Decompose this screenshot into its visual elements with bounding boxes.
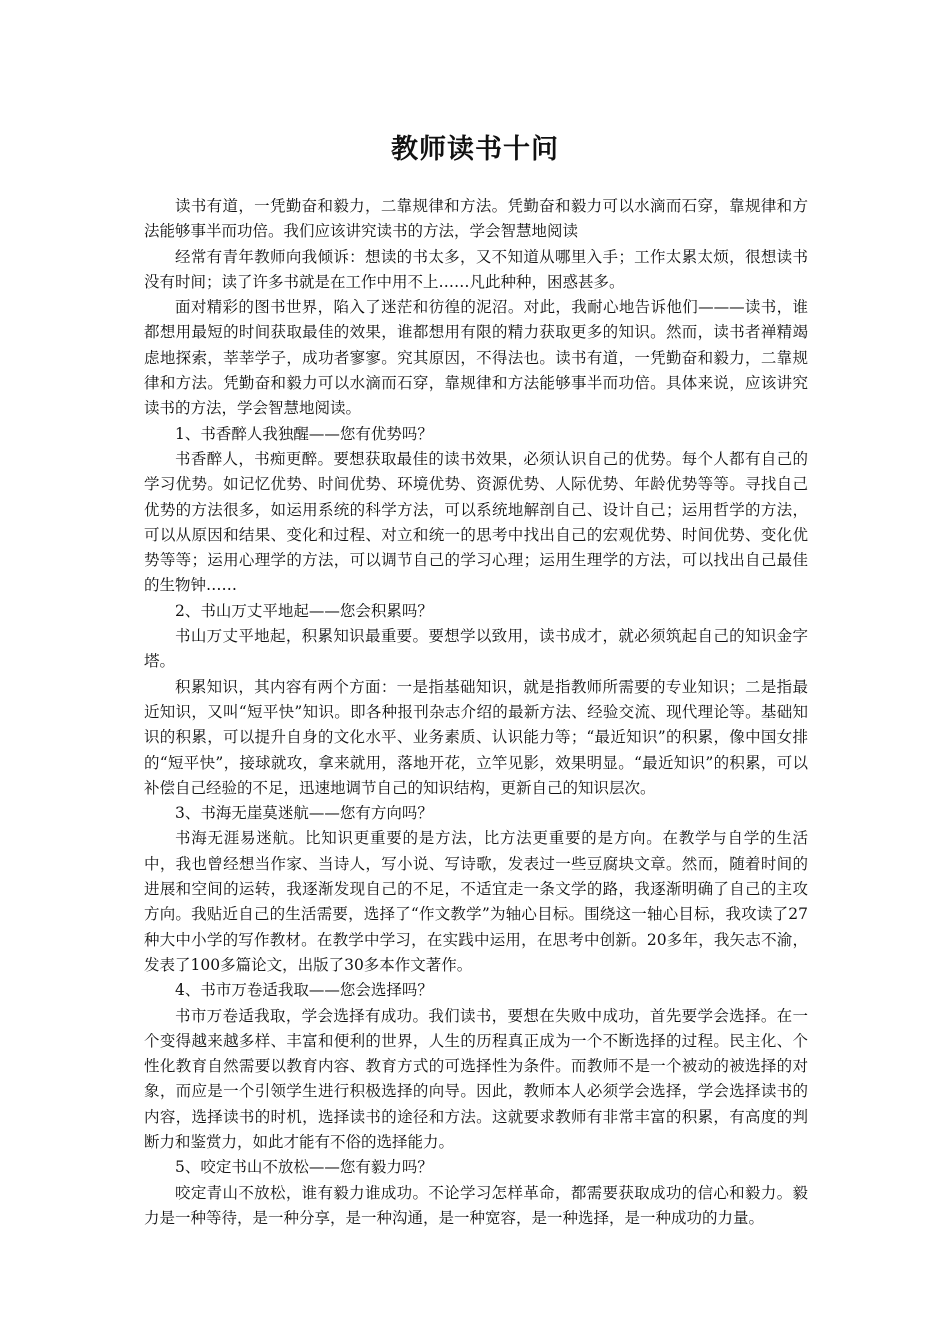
- paragraph-complaints: 经常有青年教师向我倾诉：想读的书太多，又不知道从哪里入手；工作太累太烦，很想读书没有时间；读了许多书就是在工作中用不上……凡此种种，困惑甚多。: [144, 247, 808, 291]
- paragraph-answer: 面对精彩的图书世界，陷入了迷茫和彷徨的泥沼。对此，我耐心地告诉他们———读书，谁都想用最短的时间获取最佳的效果，谁都想用有限的精力获取更多的知识。然而，读书者禅精竭虑地探索，莘莘学子，成功者寥寥。究其原因，不得法也。读书有道，一凭勤奋和毅力，二靠规律和方法。凭勤奋和毅力可以水滴而石穿，靠规律和方法能够事半而功倍。具体来说，应该讲究读书的方法，学会智慧地阅读。: [144, 298, 808, 418]
- document-title: 教师读书十问: [391, 134, 559, 165]
- paragraph-direction: 书海无涯易迷航。比知识更重要的是方法，比方法更重要的是方向。在教学与自学的生活中，我也曾经想当作家、当诗人，写小说、写诗歌，发表过一些豆腐块文章。然而，随着时间的进展和空间的运转，我逐渐发现自己的不足，不适宜走一条文学的路，我逐渐明确了自己的主攻方向。我贴近自己的生活需要，选择了“作文教学”为轴心目标。围绕这一轴心目标，我攻读了27种大中小学的写作教材。在教学中学习，在实践中运用，在思考中创新。20多年，我矢志不渝，发表了100多篇论文，出版了30多本作文著作。: [144, 829, 808, 974]
- document-body: [144, 194, 808, 1231]
- section-heading-3: 3、书海无崖莫迷航——您有方向吗？: [175, 804, 433, 823]
- section-heading-1: 1、书香醉人我独醒——您有优势吗？: [175, 424, 433, 443]
- paragraph-selection: 书市万卷适我取，学会选择有成功。我们读书，要想在失败中成功，首先要学会选择。在一个变得越来越多样、丰富和便利的世界，人生的历程真正成为一个不断选择的过程。民主化、个性化教育自然需要以教育内容、教育方式的可选择性为条件。而教师不是一个被动的被选择的对象，而应是一个引领学生进行积极选择的向导。因此，教师本人必须学会选择，学会选择读书的内容，选择读书的时机，选择读书的途径和方法。这就要求教师有非常丰富的积累，有高度的判断力和鉴赏力，如此才能有不俗的选择能力。: [144, 1006, 808, 1151]
- paragraph-intro: 读书有道，一凭勤奋和毅力，二靠规律和方法。凭勤奋和毅力可以水滴而石穿，靠规律和方法能够事半而功倍。我们应该讲究读书的方法，学会智慧地阅读: [144, 197, 808, 241]
- paragraph-accumulation-detail: 积累知识，其内容有两个方面：一是指基础知识，就是指教师所需要的专业知识；二是指最近知识，又叫“短平快”知识。即各种报刊杂志介绍的最新方法、经验交流、现代理论等。基础知识的积累，可以提升自身的文化水平、业务素质、认识能力等；“最近知识”的积累，像中国女排的“短平快”，接球就攻，拿来就用，落地开花，立竿见影，效果明显。“最近知识”的积累，可以补偿自己经验的不足，迅速地调节自己的知识结构，更新自己的知识层次。: [144, 677, 808, 797]
- section-heading-5: 5、咬定书山不放松——您有毅力吗？: [175, 1158, 433, 1177]
- paragraph-accumulation-intro: 书山万丈平地起，积累知识最重要。要想学以致用，读书成才，就必须筑起自己的知识金字塔。: [144, 627, 808, 671]
- section-heading-2: 2、书山万丈平地起——您会积累吗？: [175, 601, 433, 620]
- paragraph-perseverance: 咬定青山不放松，谁有毅力谁成功。不论学习怎样革命，都需要获取成功的信心和毅力。毅力是一种等待，是一种分享，是一种沟通，是一种宽容，是一种选择，是一种成功的力量。: [144, 1183, 808, 1227]
- paragraph-advantages: 书香醉人，书痴更醉。要想获取最佳的读书效果，必须认识自己的优势。每个人都有自己的学习优势。如记忆优势、时间优势、环境优势、资源优势、人际优势、年龄优势等等。寻找自己优势的方法很多，如运用系统的科学方法，可以系统地解剖自己、设计自己；运用哲学的方法，可以从原因和结果、变化和过程、对立和统一的思考中找出自己的宏观优势、时间优势、变化优势等等；运用心理学的方法，可以调节自己的学习心理；运用生理学的方法，可以找出自己最佳的生物钟……: [144, 449, 808, 595]
- section-heading-4: 4、书市万卷适我取——您会选择吗？: [175, 981, 433, 1000]
